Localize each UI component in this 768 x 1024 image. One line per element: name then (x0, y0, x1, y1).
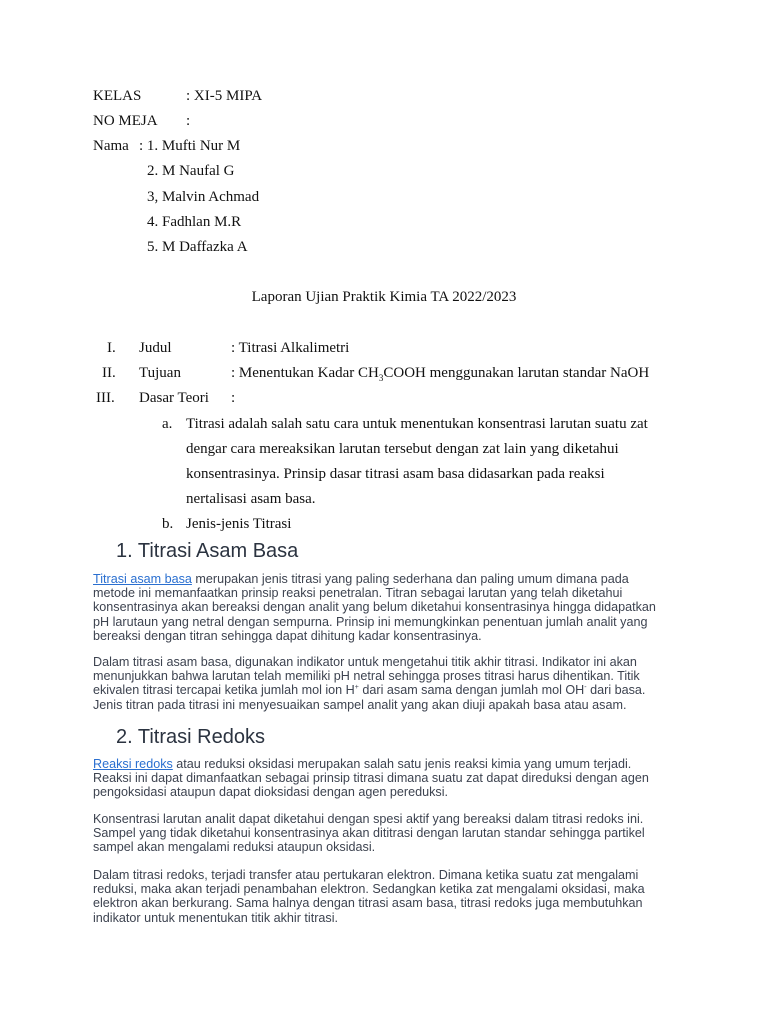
section-number: II. (102, 365, 116, 381)
report-title: Laporan Ujian Praktik Kimia TA 2022/2023 (251, 289, 517, 305)
theory-line: konsentrasinya. Prinsip dasar titrasi asam basa didasarkan pada reaksi (186, 466, 605, 482)
nama-label: Nama (93, 138, 129, 154)
section-value: : (231, 390, 236, 406)
reaksi-redoks-link[interactable]: Reaksi redoks (93, 757, 173, 771)
section-number: III. (96, 390, 115, 406)
titrasi-asam-basa-link[interactable]: Titrasi asam basa (93, 572, 192, 586)
section-number: I. (107, 340, 116, 356)
nama-first: : 1. Mufti Nur M (139, 138, 241, 154)
paragraph: Reaksi redoks atau reduksi oksidasi merupakan salah satu jenis reaksi kimia yang umum terjadi. Reaksi ini dapat dimanfaatkan sebagai prinsip titrasi dimana suatu zat dapat direduksi dengan agen pengoksidasi ataupun dapat dioksidasi dengan agen pereduksi. (93, 757, 649, 800)
section-label: Judul (139, 340, 172, 356)
name-item: 3, Malvin Achmad (147, 189, 260, 205)
section-value: : Titrasi Alkalimetri (231, 340, 350, 356)
theory-line: nertalisasi asam basa. (186, 491, 316, 507)
section-heading: 1. Titrasi Asam Basa (116, 540, 299, 562)
theory-line: Jenis-jenis Titrasi (186, 516, 292, 532)
nomeja-label: NO MEJA (93, 113, 158, 129)
paragraph: Titrasi asam basa merupakan jenis titrasi yang paling sederhana dan paling umum dimana pada metode ini memanfaatkan prinsip reaksi penetralan. Titran sebagai larutan yang telah diketahui konsentrasinya akan bereaksi dengan analit yang belum diketahui konsentrasinya hingga didapatkan pH larutaun yang netral dengan sempurna. Prinsip ini memungkinkan penentuan jumlah analit yang bereaksi dengan titran sehingga dapat dihitung kadar konsentrasinya. (93, 572, 656, 643)
kelas-value: : XI-5 MIPA (186, 88, 263, 104)
name-item: 4. Fadhlan M.R (147, 214, 242, 230)
paragraph: Dalam titrasi asam basa, digunakan indikator untuk mengetahui titik akhir titrasi. Indikator ini akan menunjukkan bahwa larutan telah memiliki pH netral sehingga proses titrasi harus dihentikan. Titik ekivalen titrasi tercapai ketika jumlah mol ion H+ dari asam sama dengan jumlah mol OH- dari basa. Jenis titran pada titrasi ini menyesuaikan sampel analit yang akan diuji apakah basa atau asam. (93, 655, 646, 712)
section-heading: 2. Titrasi Redoks (116, 726, 265, 748)
section-value: : Menentukan Kadar $CH_3COOH$ menggunakan larutan standar NaOH (231, 365, 650, 383)
nomeja-value: : (186, 113, 191, 129)
section-label: Tujuan (139, 365, 181, 381)
paragraph: Konsentrasi larutan analit dapat diketahui dengan spesi aktif yang bereaksi dalam titrasi redoks ini. Sampel yang tidak diketahui konsentrasinya akan dititrasi dengan larutan standar sehingga partikel sampel akan mengalami reduksi ataupun oksidasi. (93, 812, 645, 855)
list-marker: a. (162, 416, 173, 432)
theory-line: dengar cara mereaksikan larutan tersebut dengan zat lain yang diketahui (186, 441, 619, 457)
list-marker: b. (162, 516, 174, 532)
section-label: Dasar Teori (139, 390, 209, 406)
theory-line: Titrasi adalah salah satu cara untuk menentukan konsentrasi larutan suatu zat (186, 416, 648, 432)
paragraph: Dalam titrasi redoks, terjadi transfer atau pertukaran elektron. Dimana ketika suatu zat mengalami reduksi, maka akan terjadi penambahan elektron. Sedangkan ketika zat mengalami oksidasi, maka elektron akan berkurang. Sama halnya dengan titrasi asam basa, titrasi redoks juga membutuhkan indikator untuk menentukan titik akhir titrasi. (93, 868, 645, 925)
name-item: 2. M Naufal G (147, 163, 235, 179)
name-item: 5. M Daffazka A (147, 239, 248, 255)
kelas-label: KELAS (93, 88, 142, 104)
